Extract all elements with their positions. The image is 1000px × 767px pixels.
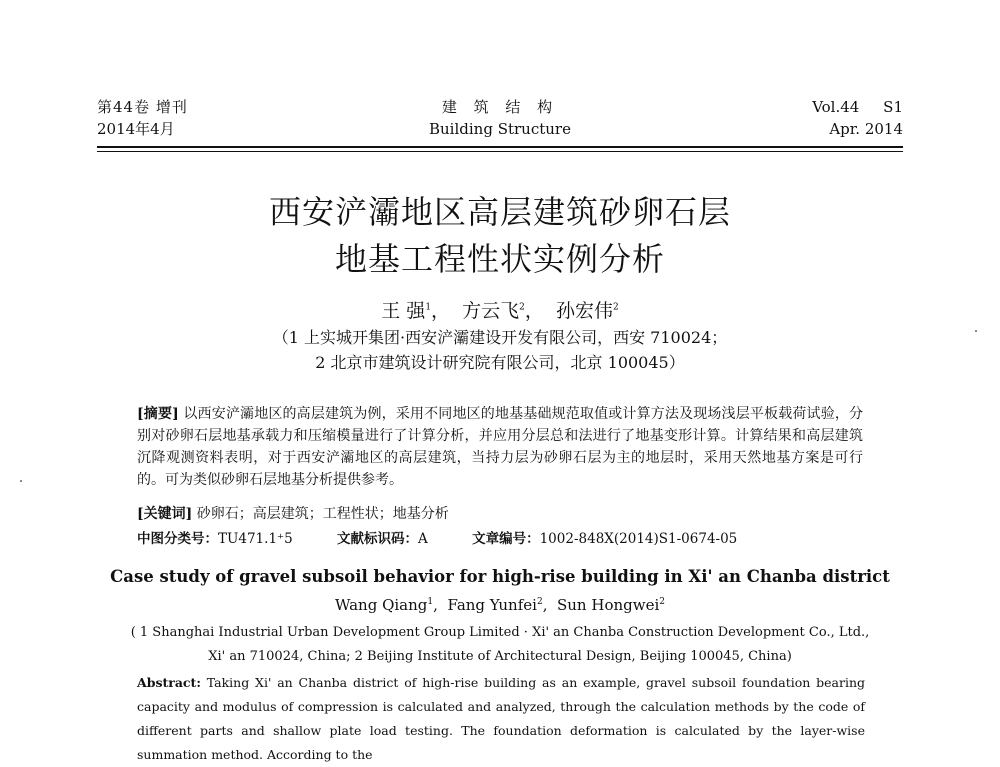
authors-cn: 王 强$^1$， 方云飞$^2$， 孙宏伟$^2$ bbox=[381, 300, 619, 322]
article-number-value: 1002-848X(2014)S1-0674-05 bbox=[539, 531, 738, 547]
doc-code-value: A bbox=[418, 531, 428, 547]
abstract-cn-text: 以西安浐灞地区的高层建筑为例，采用不同地区的地基基础规范取值或计算方法及现场浅层平板载荷试验，分别对砂卵石层地基承载力和压缩模量进行了计算分析，并应用分层总和法进行了地基变形计算。计算结果和高层建筑沉降观测资料表明，对于西安浐灞地区的高层建筑，当持力层为砂卵石层为主的地层时，采用天然地基方案是可行的。可为类似砂卵石层地基分析提供参考。 bbox=[137, 406, 864, 488]
affiliation-en-line2: Xi' an 710024, China; 2 Beijing Institute of Architectural Design, Beijing 100045, China) bbox=[208, 649, 792, 664]
clc-label: 中图分类号： bbox=[137, 531, 218, 547]
journal-title-en: Building Structure bbox=[429, 120, 571, 138]
keywords-cn-label: [关键词] bbox=[137, 506, 193, 522]
article-number-label: 文章编号： bbox=[472, 531, 540, 547]
affiliation-cn-line2: 2 北京市建筑设计研究院有限公司，北京 100045） bbox=[315, 353, 685, 372]
header-date-cn: 2014年4月 bbox=[97, 120, 175, 138]
abstract-en-label: Abstract: bbox=[137, 675, 201, 690]
title-cn-line2: 地基工程性状实例分析 bbox=[334, 240, 665, 278]
abstract-cn bbox=[137, 403, 863, 491]
keywords-cn bbox=[137, 503, 449, 523]
affiliation-en-line1: ( 1 Shanghai Industrial Urban Development Group Limited · Xi' an Chanba Construction Development Co., Ltd., bbox=[130, 625, 870, 640]
header-rule-thin bbox=[97, 151, 903, 152]
header-date-en: Apr. 2014 bbox=[829, 120, 903, 138]
author-en-3: Sun Hongwei$^2$ bbox=[557, 596, 665, 614]
header-volume-cn: 第44卷 增刊 bbox=[97, 98, 188, 116]
author-cn-1: 王 强$^1$ bbox=[381, 300, 432, 322]
scan-speck bbox=[20, 480, 22, 482]
keywords-cn-text: 砂卵石；高层建筑；工程性状；地基分析 bbox=[196, 506, 449, 522]
abstract-en-text: Taking Xi' an Chanba district of high-rise building as an example, gravel subsoil foundation bearing capacity and modulus of compression is calculated and analyzed, through the calculation methods by the code of different parts and shallow plate load testing. The foundation deformation is calculated by the layer-wise summation method. According to the bbox=[137, 675, 865, 762]
author-cn-3: 孙宏伟$^2$ bbox=[555, 300, 619, 322]
header-volume-en bbox=[812, 97, 903, 117]
scan-speck bbox=[975, 330, 977, 332]
author-cn-2: 方云飞$^2$ bbox=[462, 300, 525, 322]
affiliation-cn-line1: （1 上实城开集团·西安浐灞建设开发有限公司，西安 710024； bbox=[272, 328, 728, 347]
doc-code-label: 文献标识码： bbox=[337, 531, 419, 547]
volume-number: Vol.44 bbox=[812, 98, 860, 116]
header-rule-thick bbox=[97, 146, 903, 148]
title-cn-line1: 西安浐灞地区高层建筑砂卵石层 bbox=[268, 193, 731, 231]
journal-title-cn: 建 筑 结 构 bbox=[441, 98, 559, 116]
clc-value: TU471.1⁺5 bbox=[218, 531, 293, 547]
abstract-en bbox=[137, 671, 865, 767]
abstract-cn-label: [摘要] bbox=[137, 406, 179, 422]
author-en-2: Fang Yunfei$^2$ bbox=[447, 596, 543, 614]
classification-line bbox=[137, 527, 737, 547]
title-en: Case study of gravel subsoil behavior for high-rise building in Xi' an Chanba district bbox=[110, 567, 890, 586]
issue-number: S1 bbox=[883, 98, 903, 116]
authors-en: Wang Qiang$^1$, Fang Yunfei$^2$, Sun Hongwei$^2$ bbox=[335, 596, 665, 614]
author-en-1: Wang Qiang$^1$ bbox=[335, 596, 434, 614]
